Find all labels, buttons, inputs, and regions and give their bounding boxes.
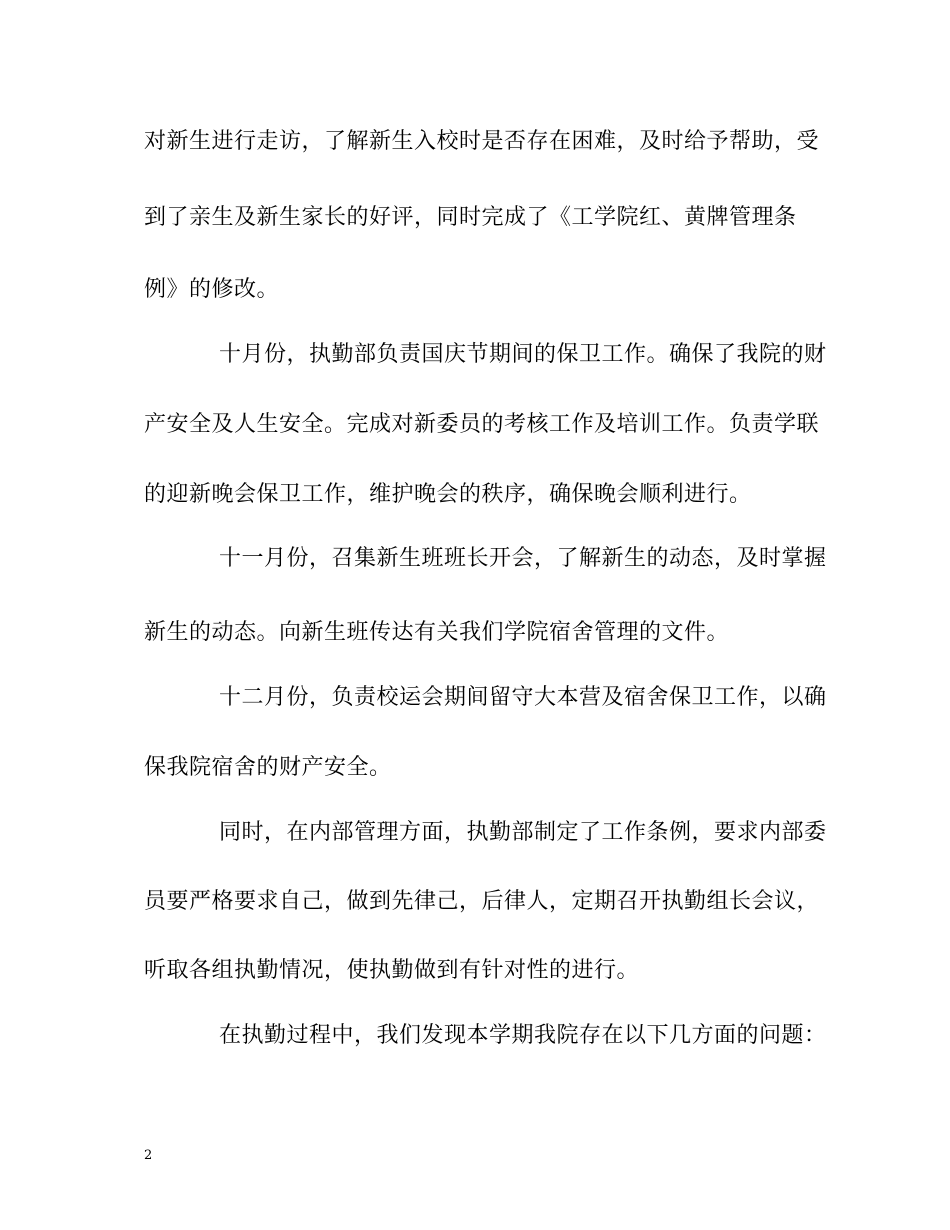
text-line: 到了亲生及新生家长的好评，同时完成了《工学院红、黄牌管理条: [144, 205, 797, 230]
text-line: 例》的修改。: [144, 277, 280, 302]
text-line: 新生的动态。向新生班传达有关我们学院宿舍管理的文件。: [144, 620, 730, 645]
text-line: 听取各组执勤情况，使执勤做到有针对性的进行。: [144, 958, 640, 983]
paragraph-first-line: 十一月份，召集新生班班长开会，了解新生的动态，及时掌握: [219, 546, 827, 571]
paragraph-first-line: 十月份，执勤部负责国庆节期间的保卫工作。确保了我院的财: [219, 342, 827, 367]
paragraph-first-line: 同时，在内部管理方面，执勤部制定了工作条例，要求内部委: [219, 820, 827, 845]
text-line: 产安全及人生安全。完成对新委员的考核工作及培训工作。负责学联: [144, 412, 820, 437]
text-line: 员要严格要求自己，做到先律己，后律人，定期召开执勤组长会议，: [144, 889, 820, 914]
text-line: 对新生进行走访，了解新生入校时是否存在困难，及时给予帮助，受: [144, 129, 820, 154]
text-line: 的迎新晚会保卫工作，维护晚会的秩序，确保晚会顺利进行。: [144, 482, 752, 507]
text-line: 保我院宿舍的财产安全。: [144, 755, 392, 780]
page-number: 2: [144, 1148, 153, 1163]
paragraph-first-line: 在执勤过程中，我们发现本学期我院存在以下几方面的问题：: [219, 1023, 827, 1048]
paragraph-first-line: 十二月份，负责校运会期间留守大本营及宿舍保卫工作，以确: [219, 685, 827, 710]
